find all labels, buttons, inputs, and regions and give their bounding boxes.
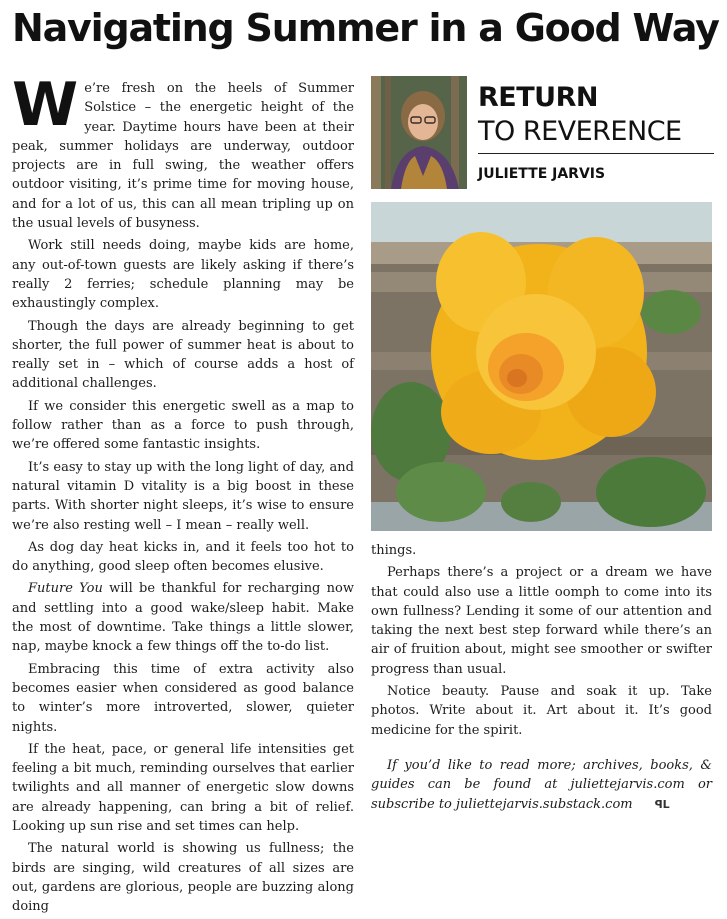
column-name-line2: TO REVERENCE (478, 116, 682, 147)
article-column-right (371, 541, 712, 817)
rose-photo (371, 202, 712, 531)
paragraph-6: As dog day heat kicks in, and it feels too hot to do anything, good sleep often becomes elusive. (12, 539, 354, 575)
divider-rule (478, 153, 714, 154)
paragraph-5: It’s easy to stay up with the long light of day, and natural vitamin D vitality is a big boost in these parts. With shorter night sleeps, it’s wise to ensure we’re also resting well – I mean – really well. (12, 459, 354, 533)
author-portrait-image (371, 76, 467, 189)
column-name-line1: RETURN (478, 82, 598, 113)
paragraph-8: Embracing this time of extra activity also becomes easier when considered as good balance to winter’s more introverted, slower, quieter nights. (12, 661, 354, 735)
paragraph-10: The natural world is showing us fullness; the birds are singing, wild creatures of all sizes are out, gardens are glorious, people are buzzing along doing (12, 841, 354, 915)
paragraph-2: Work still needs doing, maybe kids are home, any out-of-town guests are likely asking if there’s really 2 ferries; schedule planning may be exhaustingly complex. (12, 238, 354, 312)
future-you-emphasis: Future You (28, 581, 103, 597)
paragraph-7: Future You will be thankful for recharging now and settling into a good wake/sleep habit. Make the most of downtime. Take things a little slower, nap, maybe knock a few things off the to-do list. (12, 581, 354, 655)
publication-logo-icon: ꟼL (654, 797, 670, 811)
paragraph-1: We’re fresh on the heels of Summer Solstice – the energetic height of the year. Daytime hours have been at their peak, summer holidays are underway, outdoor projects are in full swing, the weather offers outdoor visiting, it’s prime time for moving house, and for a lot of us, this can all mean tripling up on the usual levels of busyness. (12, 70, 354, 232)
article-column-left (12, 70, 354, 919)
author-portrait-photo (371, 76, 467, 189)
yellow-rose-image (371, 202, 712, 531)
paragraph-4: If we consider this energetic swell as a map to follow rather than as a force to push through, we’re offered some fantastic insights. (12, 398, 354, 453)
closing-note: If you’d like to read more; archives, books, & guides can be found at juliettejarvis.com or subscribe to juliettejarvis.substack.com ꟼL (371, 756, 712, 814)
paragraph-9: If the heat, pace, or general life intensities get feeling a bit much, reminding ourselves that earlier twilights and all manner of energetic slow downs are already happening, can bring a bit of relief. Looking up sun rise and set times can help. (12, 741, 354, 834)
drop-cap: W (12, 70, 79, 140)
author-name: JULIETTE JARVIS (478, 166, 606, 182)
paragraph-3: Though the days are already beginning to get shorter, the full power of summer heat is about to really set in – which of course adds a host of additional challenges. (12, 318, 354, 392)
paragraph-12: Notice beauty. Pause and soak it up. Take photos. Write about it. Art about it. It’s good medicine for the spirit. (371, 684, 712, 738)
paragraph-10-continued: things. (371, 543, 417, 558)
paragraph-11: Perhaps there’s a project or a dream we have that could also use a little oomph to come into its own fullness? Lending it some of our attention and taking the next best step forward while there’s an air of fruition about, might see smoother or swifter progress than usual. (371, 565, 712, 677)
headline: Navigating Summer in a Good Way (12, 6, 719, 50)
